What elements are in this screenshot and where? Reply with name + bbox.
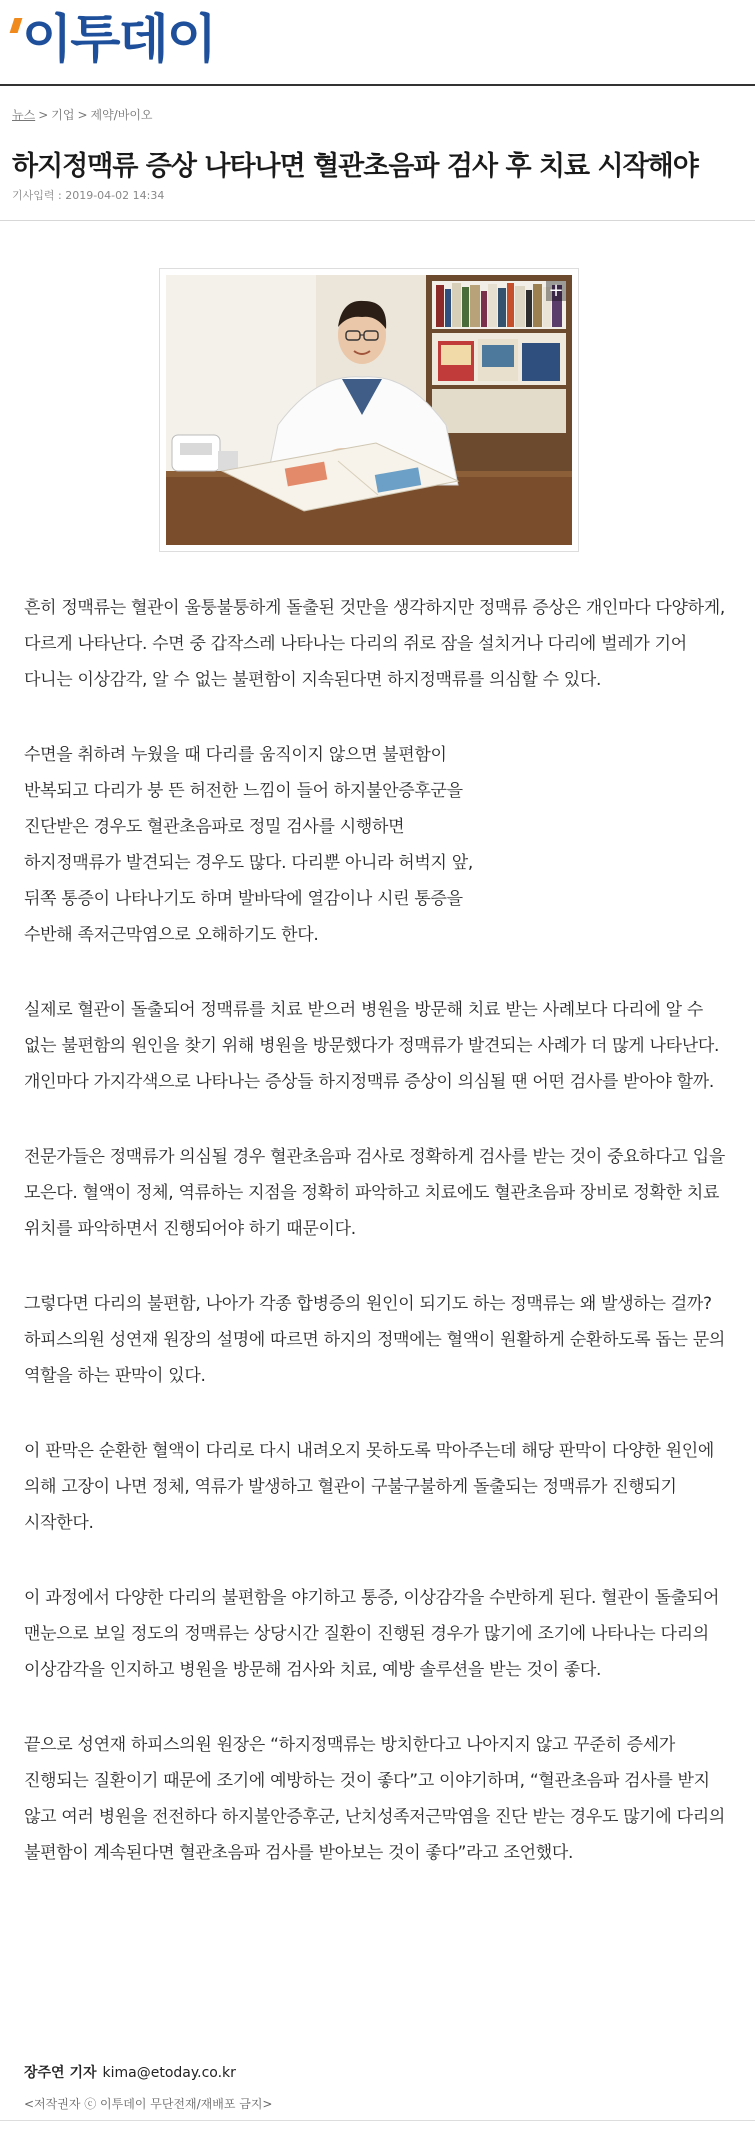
article-photo[interactable] [166, 275, 572, 545]
footer-divider [0, 2120, 755, 2121]
logo-text: 이투데이 [22, 10, 215, 70]
reporter-email-link[interactable]: kima@etoday.co.kr [102, 2065, 236, 2081]
copyright-notice: <저작권자 ⓒ 이투데이 무단전재/재배포 금지> [24, 2097, 273, 2111]
header-divider [0, 84, 755, 86]
photo-zoom-icon[interactable]: + [546, 281, 566, 301]
article-paragraph: 이 판막은 순환한 혈액이 다리로 다시 내려오지 못하도록 막아주는데 해당 판막이 다양한 원인에 의해 고장이 나면 정체, 역류가 발생하고 혈관이 구불구불하게 돌출되는 정맥류가 진행되기 시작한다. [24, 1441, 715, 1533]
article-paragraph: 수면을 취하려 누웠을 때 다리를 움직이지 않으면 불편함이 반복되고 다리가 붕 뜬 허전한 느낌이 들어 하지불안증후군을 진단받은 경우도 혈관초음파로 정밀 검사를 시행하면 하지정맥류가 발견되는 경우도 많다. 다리뿐 아니라 허벅지 앞, 뒤쪽 통증이 나타나기도 하며 발바닥에 열감이나 시린 통증을 수반해 족저근막염으로 오해하기도 한다. [24, 745, 473, 945]
breadcrumb-separator: > [77, 108, 88, 122]
doctor-photo-illustration [166, 275, 572, 545]
title-divider [0, 220, 755, 221]
article-body [24, 590, 730, 1910]
article-photo-frame [159, 268, 579, 552]
breadcrumb-separator: > [38, 108, 49, 122]
article-byline [24, 2062, 236, 2082]
article-dateline: 기사입력 : 2019-04-02 14:34 [12, 189, 165, 202]
breadcrumb [12, 106, 153, 123]
site-logo[interactable] [12, 10, 215, 74]
article-paragraph: 이 과정에서 다양한 다리의 불편함을 야기하고 통증, 이상감각을 수반하게 된다. 혈관이 돌출되어 맨눈으로 보일 정도의 정맥류는 상당시간 질환이 진행된 경우가 많기에 조기에 나타나는 다리의 이상감각을 인지하고 병원을 방문해 검사와 치료, 예방 솔루션을 받는 것이 좋다. [24, 1588, 720, 1680]
article-title: 하지정맥류 증상 나타나면 혈관초음파 검사 후 치료 시작해야 [12, 151, 698, 183]
breadcrumb-home-link[interactable]: 뉴스 [12, 108, 36, 122]
article-paragraph: 흔히 정맥류는 혈관이 울퉁불퉁하게 돌출된 것만을 생각하지만 정맥류 증상은 개인마다 다양하게, 다르게 나타난다. 수면 중 갑작스레 나타나는 다리의 쥐로 잠을 설치거나 다리에 벌레가 기어 다니는 이상감각, 알 수 없는 불편함이 지속된다면 하지정맥류를 의심할 수 있다. [24, 598, 726, 690]
article-paragraph: 실제로 혈관이 돌출되어 정맥류를 치료 받으러 병원을 방문해 치료 받는 사례보다 다리에 알 수 없는 불편함의 원인을 찾기 위해 병원을 방문했다가 정맥류가 발견되는 사례가 더 많게 나타난다. 개인마다 가지각색으로 나타나는 증상들 하지정맥류 증상이 의심될 땐 어떤 검사를 받아야 할까. [24, 1000, 720, 1092]
reporter-name: 장주연 기자 [24, 2065, 97, 2081]
logo-accent-mark [10, 18, 23, 33]
breadcrumb-section[interactable]: 기업 [51, 108, 75, 122]
article-paragraph: 전문가들은 정맥류가 의심될 경우 혈관초음파 검사로 정확하게 검사를 받는 것이 중요하다고 입을 모은다. 혈액이 정체, 역류하는 지점을 정확히 파악하고 치료에도 혈관초음파 장비로 정확한 치료 위치를 파악하면서 진행되어야 하기 때문이다. [24, 1147, 726, 1239]
article-paragraph: 그렇다면 다리의 불편함, 나아가 각종 합병증의 원인이 되기도 하는 정맥류는 왜 발생하는 걸까? 하피스의원 성연재 원장의 설명에 따르면 하지의 정맥에는 혈액이 원활하게 순환하도록 돕는 문의 역할을 하는 판막이 있다. [24, 1294, 726, 1386]
breadcrumb-subsection[interactable]: 제약/바이오 [90, 108, 153, 122]
article-paragraph: 끝으로 성연재 하피스의원 원장은 “하지정맥류는 방치한다고 나아지지 않고 꾸준히 증세가 진행되는 질환이기 때문에 조기에 예방하는 것이 좋다”고 이야기하며, “혈관초음파 검사를 받지 않고 여러 병원을 전전하다 하지불안증후군, 난치성족저근막염을 진단 받는 경우도 많기에 다리의 불편함이 계속된다면 혈관초음파 검사를 받아보는 것이 좋다”라고 조언했다. [24, 1735, 726, 1863]
